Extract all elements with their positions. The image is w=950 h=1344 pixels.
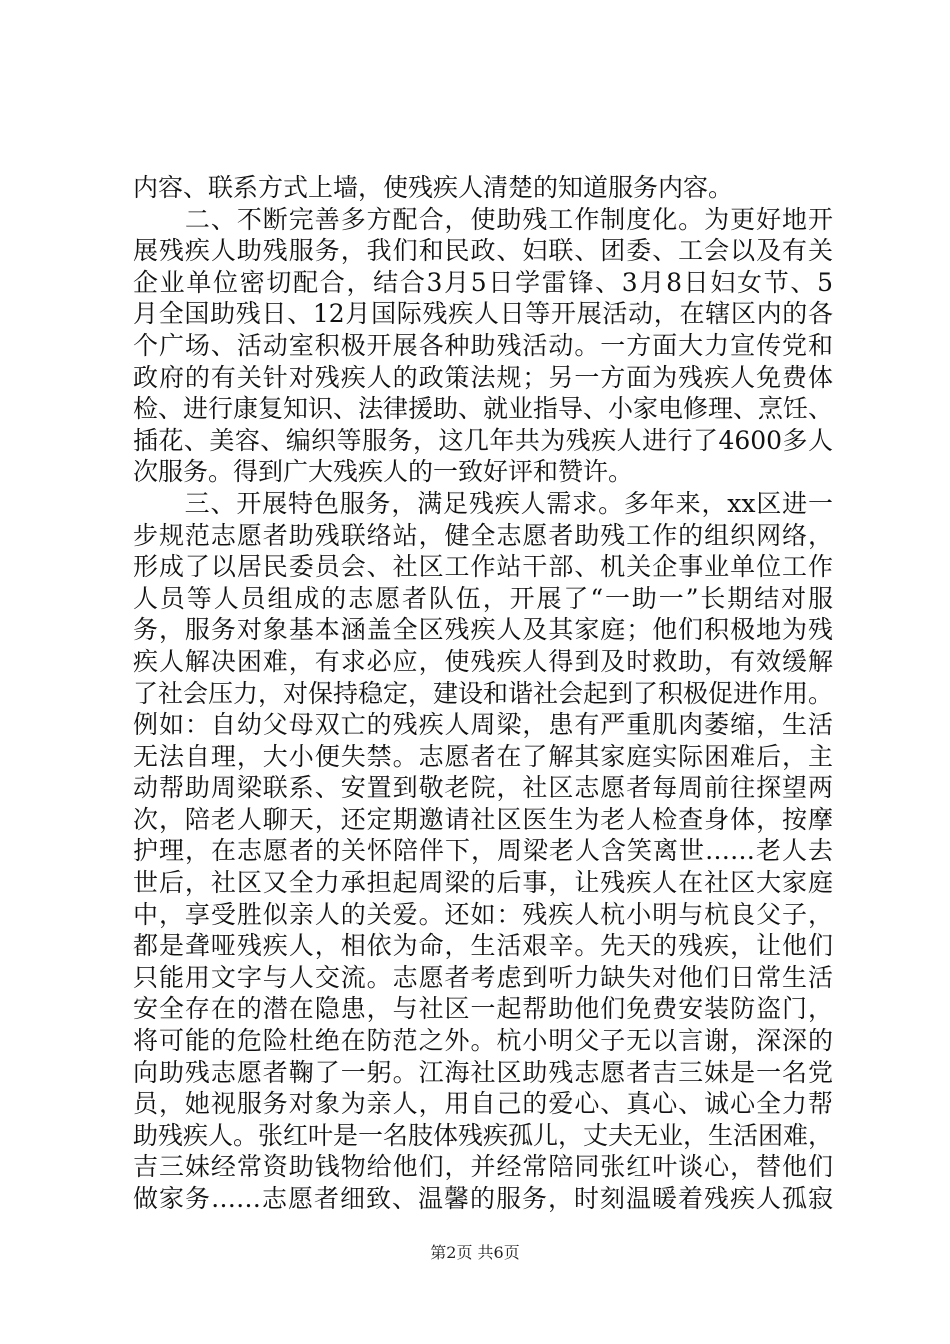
text-line: 都是聋哑残疾人，相依为命，生活艰辛。先天的残疾，让他们 <box>133 931 833 961</box>
text-line: 插花、美容、编织等服务，这几年共为残疾人进行了4600多人 <box>133 425 833 455</box>
text-line: 疾人解决困难，有求必应，使残疾人得到及时救助，有效缓解 <box>133 646 833 676</box>
text-line: 务，服务对象基本涵盖全区残疾人及其家庭；他们积极地为残 <box>133 615 833 645</box>
text-line: 助残疾人。张红叶是一名肢体残疾孤儿，丈夫无业，生活困难， <box>133 1120 834 1150</box>
text-line: 安全存在的潜在隐患，与社区一起帮助他们免费安装防盗门， <box>133 994 833 1024</box>
text-line: 无法自理，大小便失禁。志愿者在了解其家庭实际困难后，主 <box>133 741 833 771</box>
text-line: 世后，社区又全力承担起周梁的后事，让残疾人在社区大家庭 <box>133 868 833 898</box>
text-line: 动帮助周梁联系、安置到敬老院，社区志愿者每周前往探望两 <box>133 773 833 803</box>
text-line: 护理，在志愿者的关怀陪伴下，周梁老人含笑离世……老人去 <box>133 836 833 866</box>
text-line: 做家务……志愿者细致、温馨的服务，时刻温暖着残疾人孤寂 <box>133 1184 833 1213</box>
text-line: 检、进行康复知识、法律援助、就业指导、小家电修理、烹饪、 <box>133 394 834 424</box>
text-line: 吉三妹经常资助钱物给他们，并经常陪同张红叶谈心，替他们 <box>133 1152 833 1182</box>
text-line: 向助残志愿者鞠了一躬。江海社区助残志愿者吉三妹是一名党 <box>133 1057 833 1087</box>
text-line: 只能用文字与人交流。志愿者考虑到听力缺失对他们日常生活 <box>133 962 833 992</box>
text-line: 中，享受胜似亲人的关爱。还如：残疾人杭小明与杭良父子， <box>133 899 833 929</box>
text-line: 月全国助残日、12月国际残疾人日等开展活动，在辖区内的各 <box>133 299 833 329</box>
text-line: 次服务。得到广大残疾人的一致好评和赞许。 <box>133 457 634 487</box>
text-line: 政府的有关针对残疾人的政策法规；另一方面为残疾人免费体 <box>133 362 833 392</box>
text-line: 内容、联系方式上墙，使残疾人清楚的知道服务内容。 <box>133 173 734 202</box>
text-line: 形成了以居民委员会、社区工作站干部、机关企事业单位工作 <box>133 552 833 582</box>
body-text <box>133 172 833 1215</box>
text-line: 人员等人员组成的志愿者队伍，开展了“一助一”长期结对服 <box>133 583 833 613</box>
text-line: 企业单位密切配合，结合3月5日学雷锋、3月8日妇女节、5 <box>133 267 833 297</box>
text-line: 展残疾人助残服务，我们和民政、妇联、团委、工会以及有关 <box>133 236 833 266</box>
text-line: 三、开展特色服务，满足残疾人需求。多年来，xx区进一 <box>133 488 833 518</box>
text-line: 将可能的危险杜绝在防范之外。杭小明父子无以言谢，深深的 <box>133 1026 833 1056</box>
text-line: 二、不断完善多方配合，使助残工作制度化。为更好地开 <box>133 204 833 234</box>
text-line: 次，陪老人聊天，还定期邀请社区医生为老人检查身体，按摩 <box>133 804 833 834</box>
text-line: 个广场、活动室积极开展各种助残活动。一方面大力宣传党和 <box>133 330 833 360</box>
text-line: 了社会压力，对保持稳定，建设和谐社会起到了积极促进作用。 <box>133 678 834 708</box>
text-line: 员，她视服务对象为亲人，用自己的爱心、真心、诚心全力帮 <box>133 1089 833 1119</box>
page-footer: 第2页 共6页 <box>430 1243 520 1262</box>
text-line: 步规范志愿者助残联络站，健全志愿者助残工作的组织网络， <box>133 520 833 550</box>
text-line: 例如：自幼父母双亡的残疾人周梁，患有严重肌肉萎缩，生活 <box>133 710 833 740</box>
